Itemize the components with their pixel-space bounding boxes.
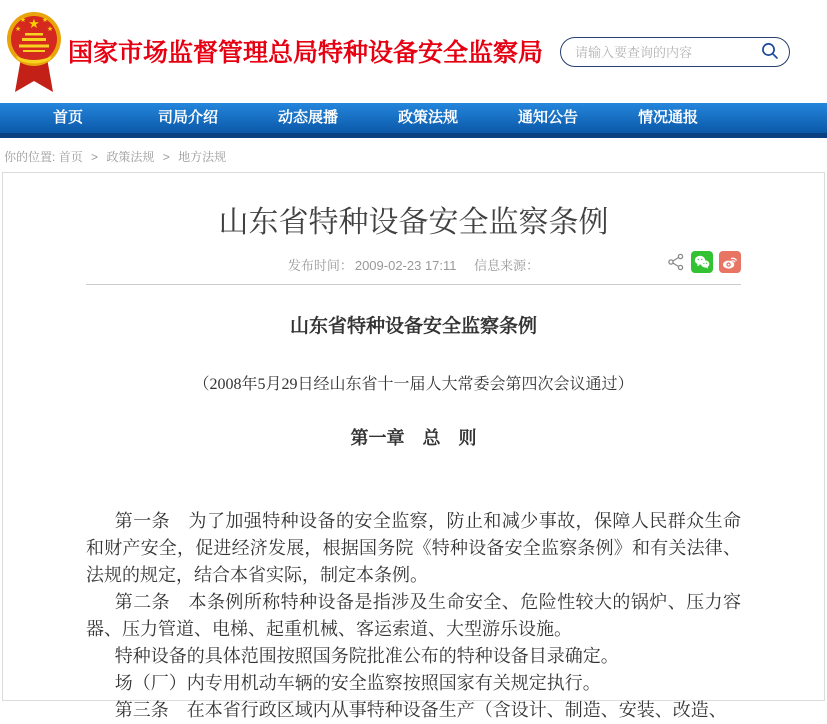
article-meta [86,255,741,277]
article-paragraph-2: 第二条 本条例所称特种设备是指涉及生命安全、危险性较大的锅炉、压力容器、压力管道、电梯、起重机械、客运索道、大型游乐设施。 [86,592,741,639]
breadcrumb-policies-link[interactable]: 政策法规 [106,150,155,164]
search-input[interactable] [575,45,759,60]
page-title: 山东省特种设备安全监察条例 [218,206,609,239]
weibo-icon[interactable] [719,251,741,273]
nav-item-notices[interactable]: 通知公告 [517,109,578,126]
nav-item-home[interactable]: 首页 [52,109,83,126]
publish-time-value: 2009-02-23 17:11 [354,258,457,273]
search-button[interactable] [759,41,781,63]
search-icon [760,49,780,64]
nav-item-reports[interactable]: 情况通报 [637,109,698,126]
article-paragraph-4: 场（厂）内专用机动车辆的安全监察按照国家有关规定执行。 [114,673,601,693]
breadcrumb-separator: > [91,150,99,164]
site-header [0,0,827,103]
article-paragraph-5: 第三条 在本省行政区域内从事特种设备生产（含设计、制造、安装、改造、 [114,700,727,720]
svg-text:★: ★ [46,26,54,33]
main-nav [0,103,827,133]
article-body [86,311,741,724]
chapter-heading: 第一章 总 则 [350,428,477,448]
source-label: 信息来源： [474,258,540,273]
share-toolbar [667,251,741,273]
breadcrumb-separator: > [162,150,170,164]
meta-divider [86,284,741,285]
article-paragraph-1: 第一条 为了加强特种设备的安全监察，防止和减少事故，保障人民群众生命和财产安全，促进经济发展，根据国务院《特种设备安全监察条例》和有关法律、法规的规定，结合本省实际，制定本条例。 [86,511,741,585]
svg-text:★: ★ [19,17,27,24]
document-title: 山东省特种设备安全监察条例 [289,316,537,337]
breadcrumb [0,138,827,174]
nav-item-news-display[interactable]: 动态展播 [277,109,338,126]
svg-text:★: ★ [41,17,49,24]
search-box[interactable] [560,37,790,67]
wechat-icon[interactable] [691,251,713,273]
svg-text:★: ★ [28,16,40,31]
share-icon[interactable] [667,253,685,271]
passed-note: （2008年5月29日经山东省十一届人大常委会第四次会议通过） [193,376,634,393]
national-emblem-icon [6,6,62,96]
article-container [2,172,825,720]
breadcrumb-prefix: 你的位置: [4,150,56,164]
svg-text:★: ★ [14,26,22,33]
nav-item-bureau-intro[interactable]: 司局介绍 [157,109,218,126]
publish-time-label: 发布时间： [287,258,353,273]
nav-item-policies[interactable]: 政策法规 [397,109,458,126]
breadcrumb-home-link[interactable]: 首页 [58,150,83,164]
article-paragraph-3: 特种设备的具体范围按照国务院批准公布的特种设备目录确定。 [114,646,619,666]
site-title: 国家市场监督管理总局特种设备安全监察局 [68,39,544,67]
breadcrumb-local-laws-link[interactable]: 地方法规 [178,150,227,164]
